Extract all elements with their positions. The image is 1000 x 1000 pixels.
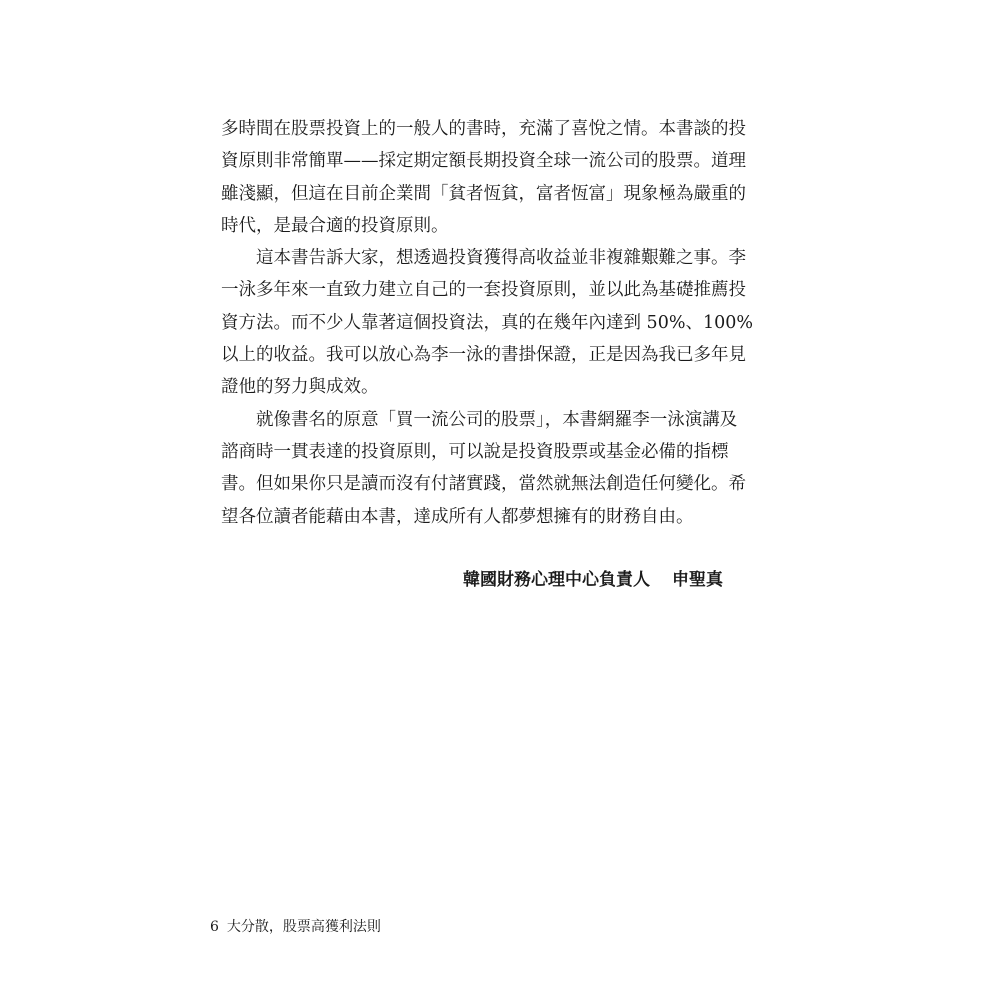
page-number: 6 xyxy=(210,919,219,935)
text-line: 雖淺顯，但這在目前企業間「貧者恆貧，富者恆富」現象極為嚴重的 xyxy=(221,183,746,204)
text-line: 資方法。而不少人靠著這個投資法，真的在幾年內達到 50%、100% xyxy=(221,312,753,333)
text-line: 資原則非常簡單——採定期定額長期投資全球一流公司的股票。道理 xyxy=(221,151,746,172)
text-line: 一泳多年來一直致力建立自己的一套投資原則，並以此為基礎推薦投 xyxy=(221,280,746,301)
text-line: 書。但如果你只是讀而沒有付諸實踐，當然就無法創造任何變化。希 xyxy=(221,474,746,495)
text-line: 以上的收益。我可以放心為李一泳的書掛保證，正是因為我已多年見 xyxy=(221,345,746,366)
text-line: 證他的努力與成效。 xyxy=(221,377,379,398)
text-line: 時代，是最合適的投資原則。 xyxy=(221,215,449,236)
paragraph-2 xyxy=(221,242,753,403)
body-text xyxy=(221,113,753,533)
running-title: 大分散，股票高獲利法則 xyxy=(226,919,381,935)
author-title: 韓國財務心理中心負責人 xyxy=(463,570,650,590)
text-line: 望各位讀者能藉由本書，達成所有人都夢想擁有的財務自由。 xyxy=(221,506,694,527)
author-signature xyxy=(463,565,723,595)
text-line: 多時間在股票投資上的一般人的書時，充滿了喜悅之情。本書談的投 xyxy=(221,119,746,139)
author-name: 申聖真 xyxy=(672,570,723,590)
text-line: 就像書名的原意「買一流公司的股票」，本書網羅李一泳演講及 xyxy=(256,409,738,430)
page-footer xyxy=(210,916,381,938)
text-line: 諮商時一貫表達的投資原則，可以說是投資股票或基金必備的指標 xyxy=(221,441,729,462)
paragraph-1 xyxy=(221,113,746,242)
text-line: 這本書告訴大家，想透過投資獲得高收益並非複雜艱難之事。李 xyxy=(256,248,746,269)
paragraph-3 xyxy=(221,404,746,533)
